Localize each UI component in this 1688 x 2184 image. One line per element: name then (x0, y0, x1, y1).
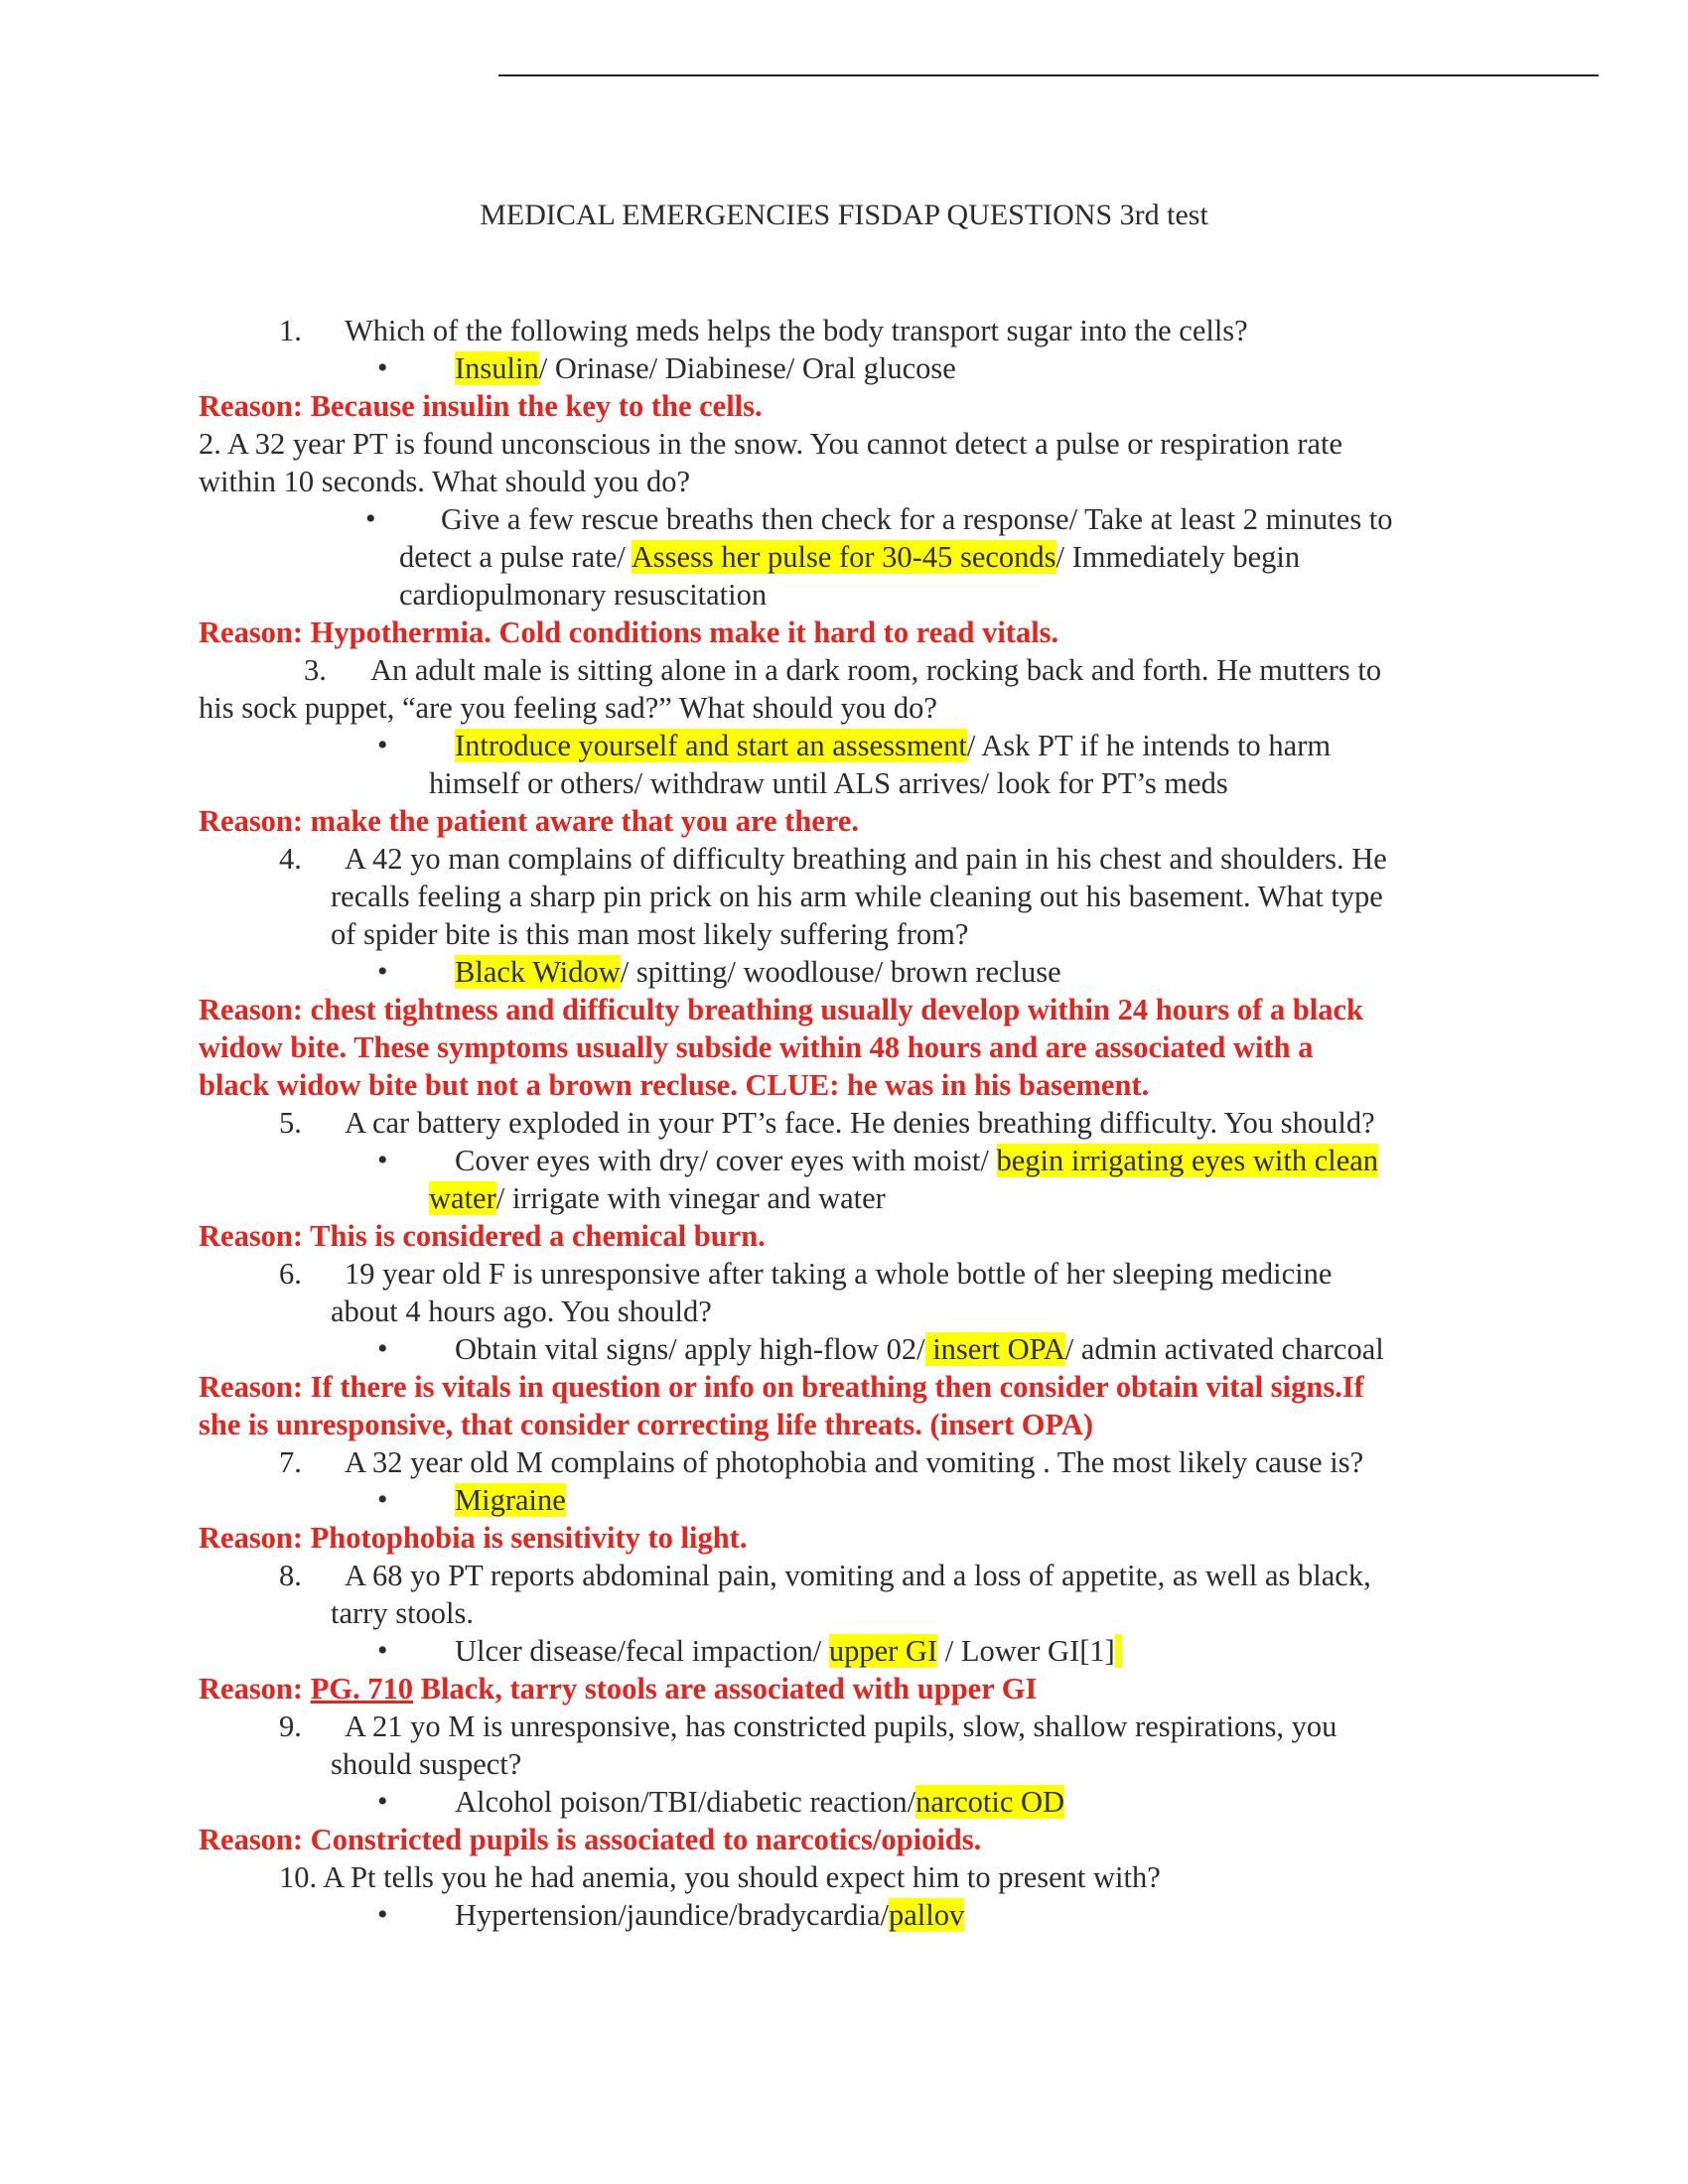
question-text: 10. A Pt tells you he had anemia, you should expect him to present with? (279, 1860, 1161, 1894)
bullet-icon: • (377, 1785, 388, 1818)
page-reference-link[interactable]: PG. 710 (310, 1672, 414, 1706)
question-number: 3. (304, 653, 327, 687)
option-text: / Lower GI[1] (937, 1634, 1115, 1668)
header-rule (498, 74, 1599, 76)
question-number: 8. (279, 1559, 302, 1592)
option-text: / irrigate with vinegar and water (495, 1181, 886, 1215)
reason-prefix: Reason: (199, 1672, 311, 1706)
answer-options (455, 953, 1061, 991)
answer-options (399, 538, 1300, 576)
question-text: should suspect? (331, 1747, 522, 1781)
correct-answer: narcotic OD (915, 1785, 1065, 1819)
correct-answer: begin irrigating eyes with clean (996, 1144, 1379, 1177)
answer-options (455, 727, 1331, 764)
question-text: his sock puppet, “are you feeling sad?” What should you do? (199, 691, 937, 725)
correct-answer: Insulin (455, 351, 539, 385)
bullet-icon: • (377, 729, 388, 761)
question-text: A 32 year old M complains of photophobia and vomiting . The most likely cause is? (345, 1445, 1364, 1479)
option-text: / admin activated charcoal (1064, 1332, 1384, 1366)
option-text: detect a pulse rate/ (399, 540, 632, 574)
reason-text: Reason: Constricted pupils is associated to narcotics/opioids. (199, 1823, 982, 1856)
option-text: Hypertension/jaundice/bradycardia/ (455, 1898, 889, 1932)
question-text: about 4 hours ago. You should? (331, 1295, 712, 1328)
answer-options (455, 1896, 964, 1934)
question-number: 9. (279, 1709, 302, 1743)
reason-text: Reason: Hypothermia. Cold conditions make it hard to read vitals. (199, 615, 1059, 649)
correct-answer: insert OPA (924, 1332, 1065, 1366)
bullet-icon: • (377, 1483, 388, 1516)
question-text: recalls feeling a sharp pin prick on his arm while cleaning out his basement. What type (331, 880, 1383, 913)
answer-options (455, 1632, 1122, 1670)
correct-answer: Introduce yourself and start an assessment (455, 729, 967, 762)
bullet-icon: • (377, 1332, 388, 1365)
bullet-icon: • (377, 1144, 388, 1176)
correct-answer: Assess her pulse for 30-45 seconds (631, 540, 1056, 574)
option-text: / Ask PT if he intends to harm (966, 729, 1332, 762)
reason-text: Reason: Photophobia is sensitivity to light. (199, 1521, 748, 1555)
reason-text: Reason: make the patient aware that you are there. (199, 804, 859, 838)
reason-text: Reason: Because insulin the key to the cells. (199, 389, 763, 423)
correct-answer: Migraine (455, 1483, 566, 1517)
option-text: Alcohol poison/TBI/diabetic reaction/ (455, 1785, 916, 1819)
option-text: Ulcer disease/fecal impaction/ (455, 1634, 829, 1668)
reason-text: widow bite. These symptoms usually subside within 48 hours and are associated with a (199, 1030, 1314, 1064)
answer-options (455, 1142, 1378, 1179)
question-text: tarry stools. (331, 1596, 475, 1630)
question-text: A 68 yo PT reports abdominal pain, vomiting and a loss of appetite, as well as black, (345, 1559, 1371, 1592)
question-text: 2. A 32 year PT is found unconscious in the snow. You cannot detect a pulse or respiration rate (199, 427, 1343, 461)
question-text: within 10 seconds. What should you do? (199, 465, 691, 498)
bullet-icon: • (377, 955, 388, 988)
reason-text: she is unresponsive, that consider correcting life threats. (insert OPA) (199, 1408, 1094, 1441)
option-text: / Immediately begin (1055, 540, 1301, 574)
question-text: Which of the following meds helps the body transport sugar into the cells? (345, 314, 1248, 347)
question-number: 7. (279, 1445, 302, 1479)
reason-text: Reason: If there is vitals in question or info on breathing then consider obtain vital signs.If (199, 1370, 1364, 1404)
question-text: A car battery exploded in your PT’s face. He denies breathing difficulty. You should? (345, 1106, 1375, 1140)
question-number: 1. (279, 314, 302, 347)
question-number: 6. (279, 1257, 302, 1291)
reason-text: Reason: chest tightness and difficulty breathing usually develop within 24 hours of a black (199, 993, 1363, 1026)
reason-text: black widow bite but not a brown recluse. CLUE: he was in his basement. (199, 1068, 1150, 1102)
comment-marker[interactable] (1115, 1634, 1123, 1668)
correct-answer: water (429, 1181, 496, 1215)
option-text: cardiopulmonary resuscitation (399, 578, 768, 612)
option-text: himself or others/ withdraw until ALS arrives/ look for PT’s meds (429, 766, 1228, 800)
document-title: MEDICAL EMERGENCIES FISDAP QUESTIONS 3rd test (480, 199, 1208, 231)
answer-options (455, 1783, 1064, 1821)
question-text: An adult male is sitting alone in a dark room, rocking back and forth. He mutters to (370, 653, 1382, 687)
bullet-icon: • (377, 351, 388, 384)
option-text: / spitting/ woodlouse/ brown recluse (620, 955, 1061, 989)
correct-answer: upper GI (828, 1634, 938, 1668)
bullet-icon: • (377, 1898, 388, 1931)
answer-options (455, 349, 956, 387)
correct-answer: pallov (889, 1898, 965, 1932)
question-number: 5. (279, 1106, 302, 1140)
bullet-icon: • (365, 502, 376, 535)
reason-text (199, 1670, 1037, 1707)
question-text: of spider bite is this man most likely suffering from? (331, 917, 969, 951)
option-text: / Orinase/ Diabinese/ Oral glucose (538, 351, 956, 385)
question-text: A 42 yo man complains of difficulty breathing and pain in his chest and shoulders. He (345, 842, 1387, 876)
option-text: Obtain vital signs/ apply high-flow 02/ (455, 1332, 925, 1366)
answer-options (429, 1179, 886, 1217)
option-text: Cover eyes with dry/ cover eyes with moist/ (455, 1144, 997, 1177)
question-text: 19 year old F is unresponsive after taking a whole bottle of her sleeping medicine (345, 1257, 1333, 1291)
reason-text: Reason: This is considered a chemical burn. (199, 1219, 766, 1253)
answer-options (455, 1481, 566, 1519)
option-text: Give a few rescue breaths then check for a response/ Take at least 2 minutes to (441, 502, 1393, 536)
question-number: 4. (279, 842, 302, 876)
question-text: A 21 yo M is unresponsive, has constricted pupils, slow, shallow respirations, you (345, 1709, 1337, 1743)
correct-answer: Black Widow (455, 955, 621, 989)
bullet-icon: • (377, 1634, 388, 1667)
reason-rest: Black, tarry stools are associated with upper GI (413, 1672, 1038, 1706)
answer-options (455, 1330, 1384, 1368)
